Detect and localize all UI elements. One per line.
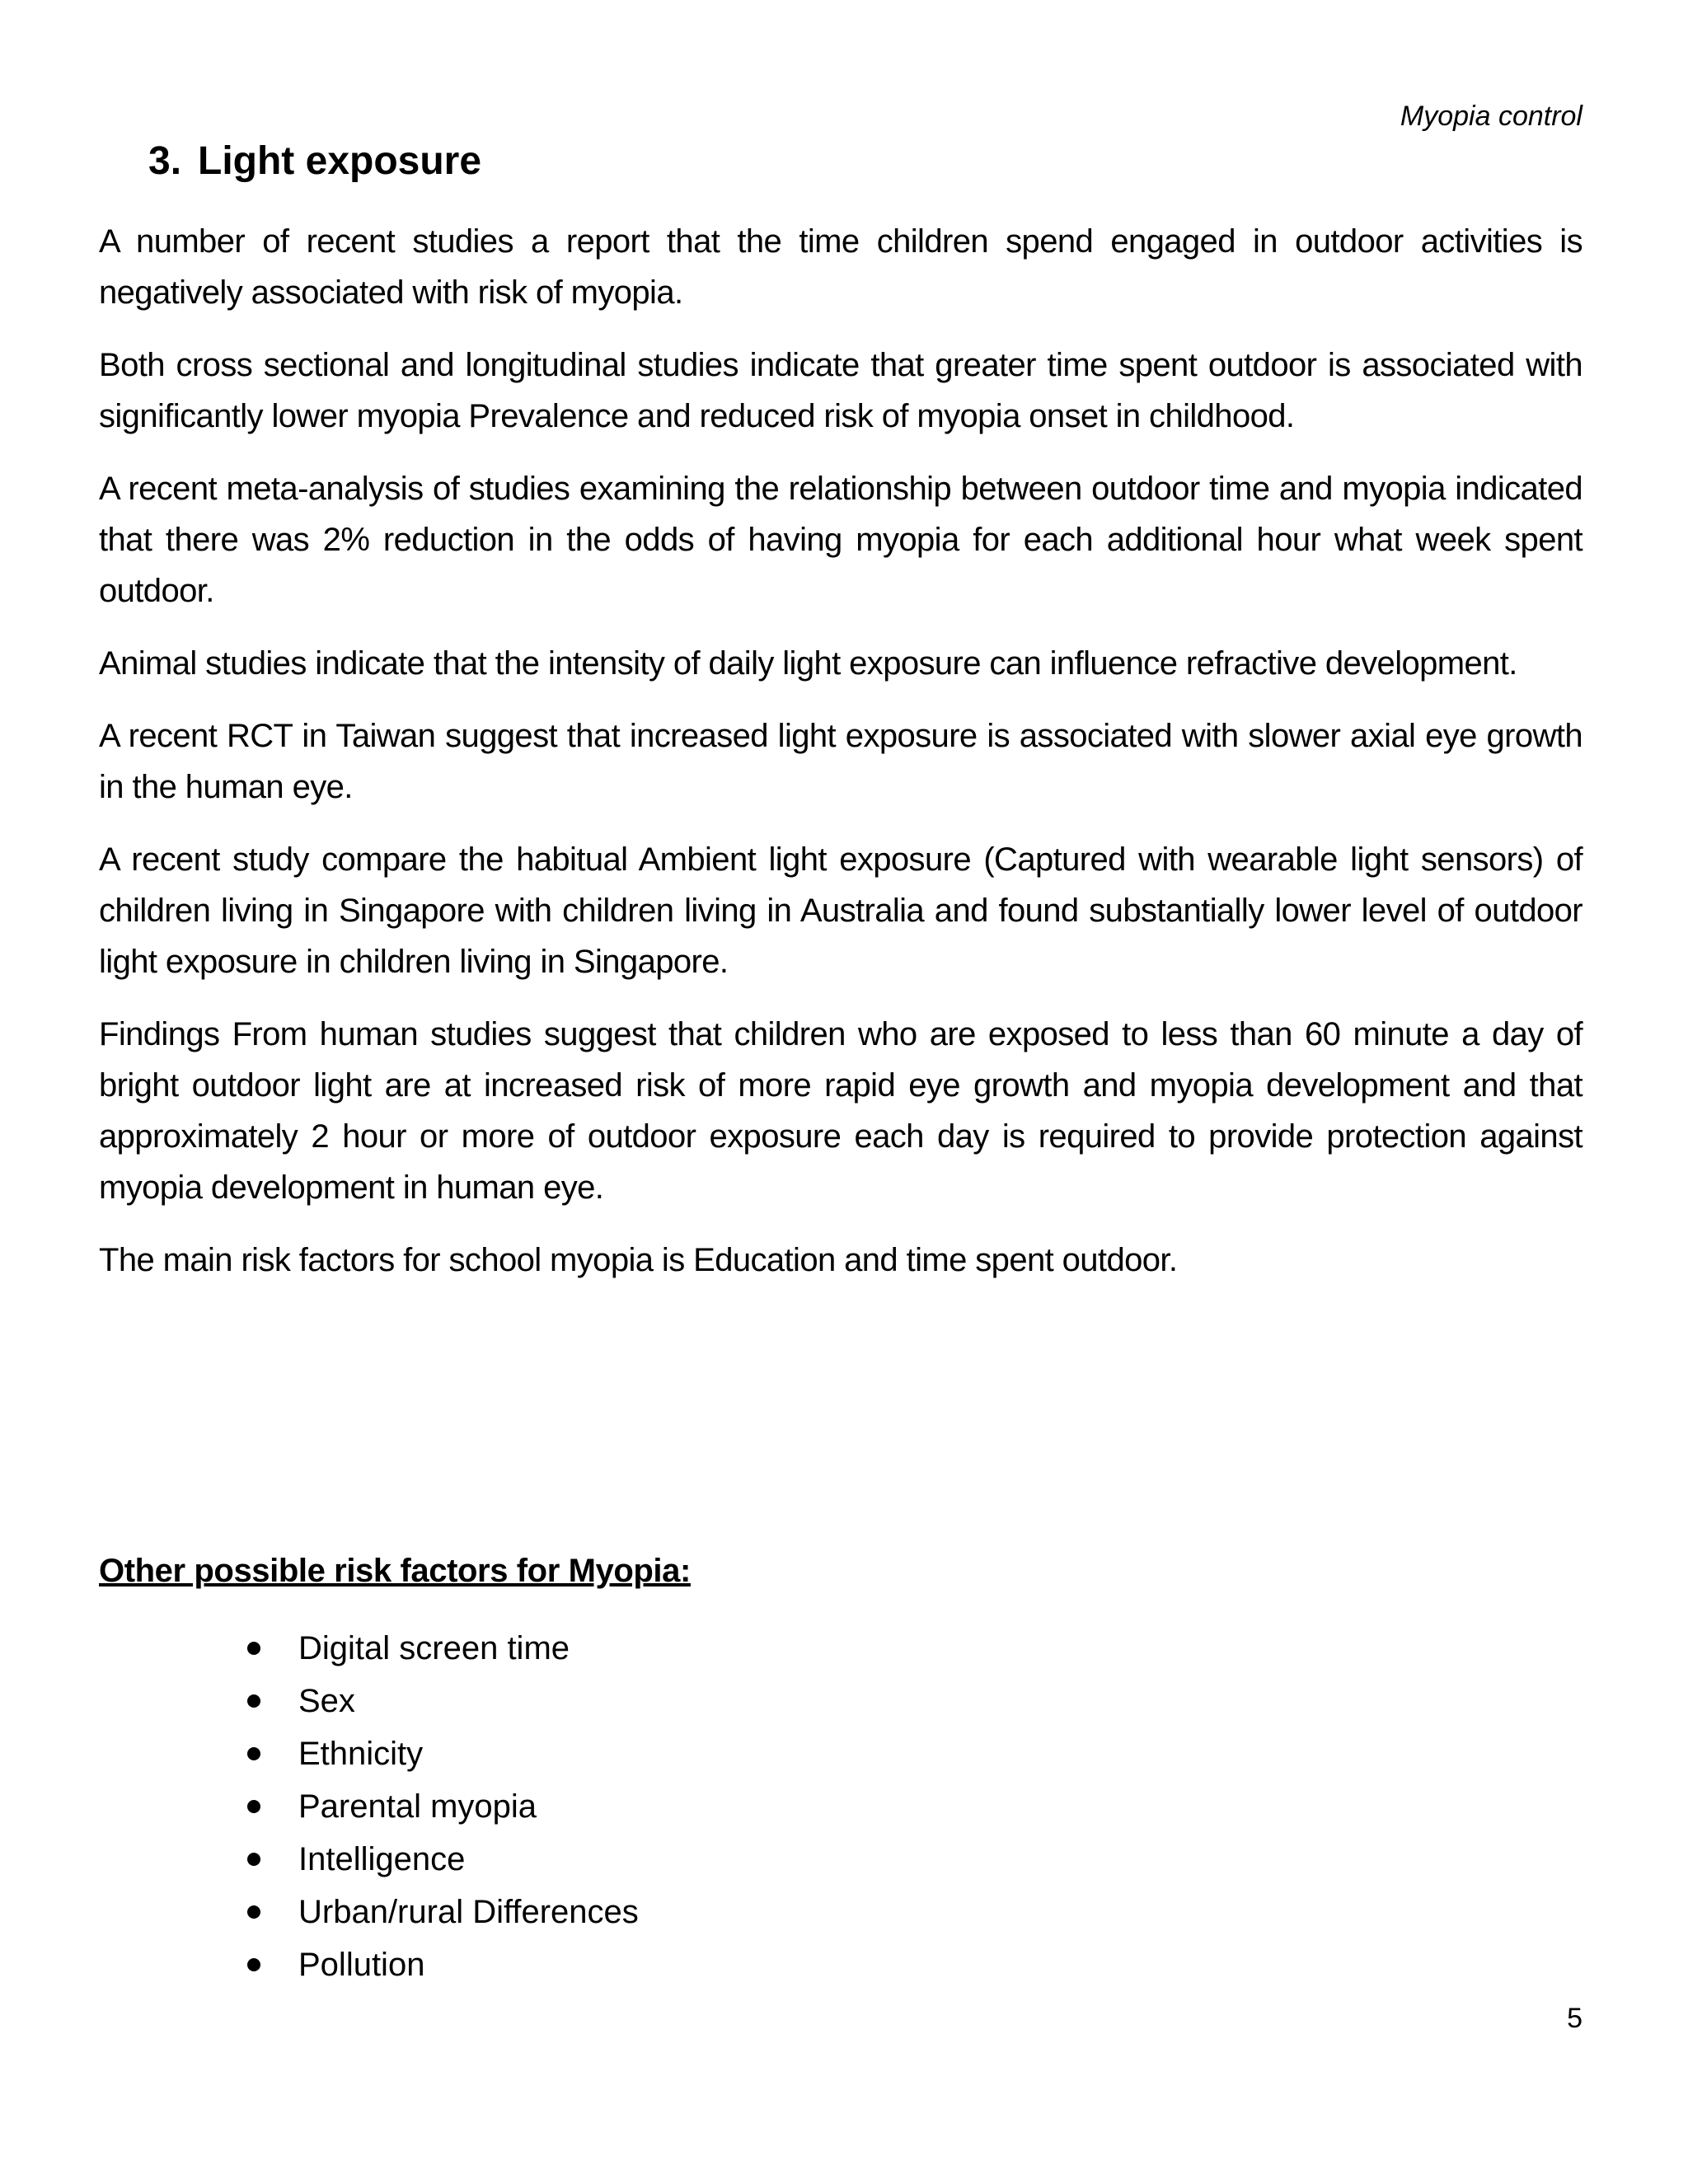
running-header: Myopia control	[1400, 101, 1582, 132]
list-item-label: Intelligence	[298, 1841, 466, 1877]
section-heading	[148, 138, 481, 184]
list-item-label: Digital screen time	[298, 1630, 570, 1666]
list-item-label: Sex	[298, 1683, 355, 1719]
body-text	[99, 216, 1582, 1307]
list-item-label: Ethnicity	[298, 1736, 424, 1772]
paragraph: The main risk factors for school myopia is Education and time spent outdoor.	[99, 1242, 1178, 1278]
risk-factors-list	[247, 1622, 639, 1991]
bullet-icon	[247, 1853, 260, 1866]
bullet-icon	[247, 1642, 260, 1655]
section-number: 3.	[148, 139, 182, 183]
list-item-label: Parental myopia	[298, 1788, 537, 1825]
bullet-icon	[247, 1905, 260, 1919]
bullet-icon	[247, 1747, 260, 1760]
list-item-label: Urban/rural Differences	[298, 1894, 639, 1930]
paragraph: A number of recent studies a report that the time children spend engaged in outdoor activities is negatively associated with risk of myopia.	[99, 223, 1582, 311]
list-item-label: Pollution	[298, 1947, 425, 1983]
list-item	[247, 1727, 639, 1780]
section-title: Light exposure	[198, 139, 482, 183]
list-item	[247, 1886, 639, 1938]
list-item	[247, 1780, 639, 1833]
paragraph: A recent study compare the habitual Ambient light exposure (Captured with wearable light sensors) of children living in Singapore with children living in Australia and found substantially lower level of outdoor light exposure in children living in Singapore.	[99, 841, 1582, 980]
paragraph: A recent meta-analysis of studies examining the relationship between outdoor time and myopia indicated that there was 2% reduction in the odds of having myopia for each additional hour what week spent outdoor.	[99, 471, 1582, 609]
list-item	[247, 1938, 639, 1991]
paragraph: Findings From human studies suggest that children who are exposed to less than 60 minute a day of bright outdoor light are at increased risk of more rapid eye growth and myopia development and that approximately 2 hour or more of outdoor exposure each day is required to provide protection against myopia development in human eye.	[99, 1016, 1582, 1206]
bullet-icon	[247, 1800, 260, 1813]
risk-factors-heading: Other possible risk factors for Myopia:	[99, 1553, 691, 1589]
page-number: 5	[1567, 2003, 1582, 2034]
paragraph: A recent RCT in Taiwan suggest that increased light exposure is associated with slower axial eye growth in the human eye.	[99, 718, 1582, 805]
list-item	[247, 1622, 639, 1675]
paragraph: Animal studies indicate that the intensity of daily light exposure can influence refractive development.	[99, 645, 1517, 682]
bullet-icon	[247, 1694, 260, 1708]
list-item	[247, 1675, 639, 1727]
bullet-icon	[247, 1958, 260, 1971]
list-item	[247, 1833, 639, 1886]
paragraph: Both cross sectional and longitudinal studies indicate that greater time spent outdoor is associated with significantly lower myopia Prevalence and reduced risk of myopia onset in childhood.	[99, 347, 1582, 434]
